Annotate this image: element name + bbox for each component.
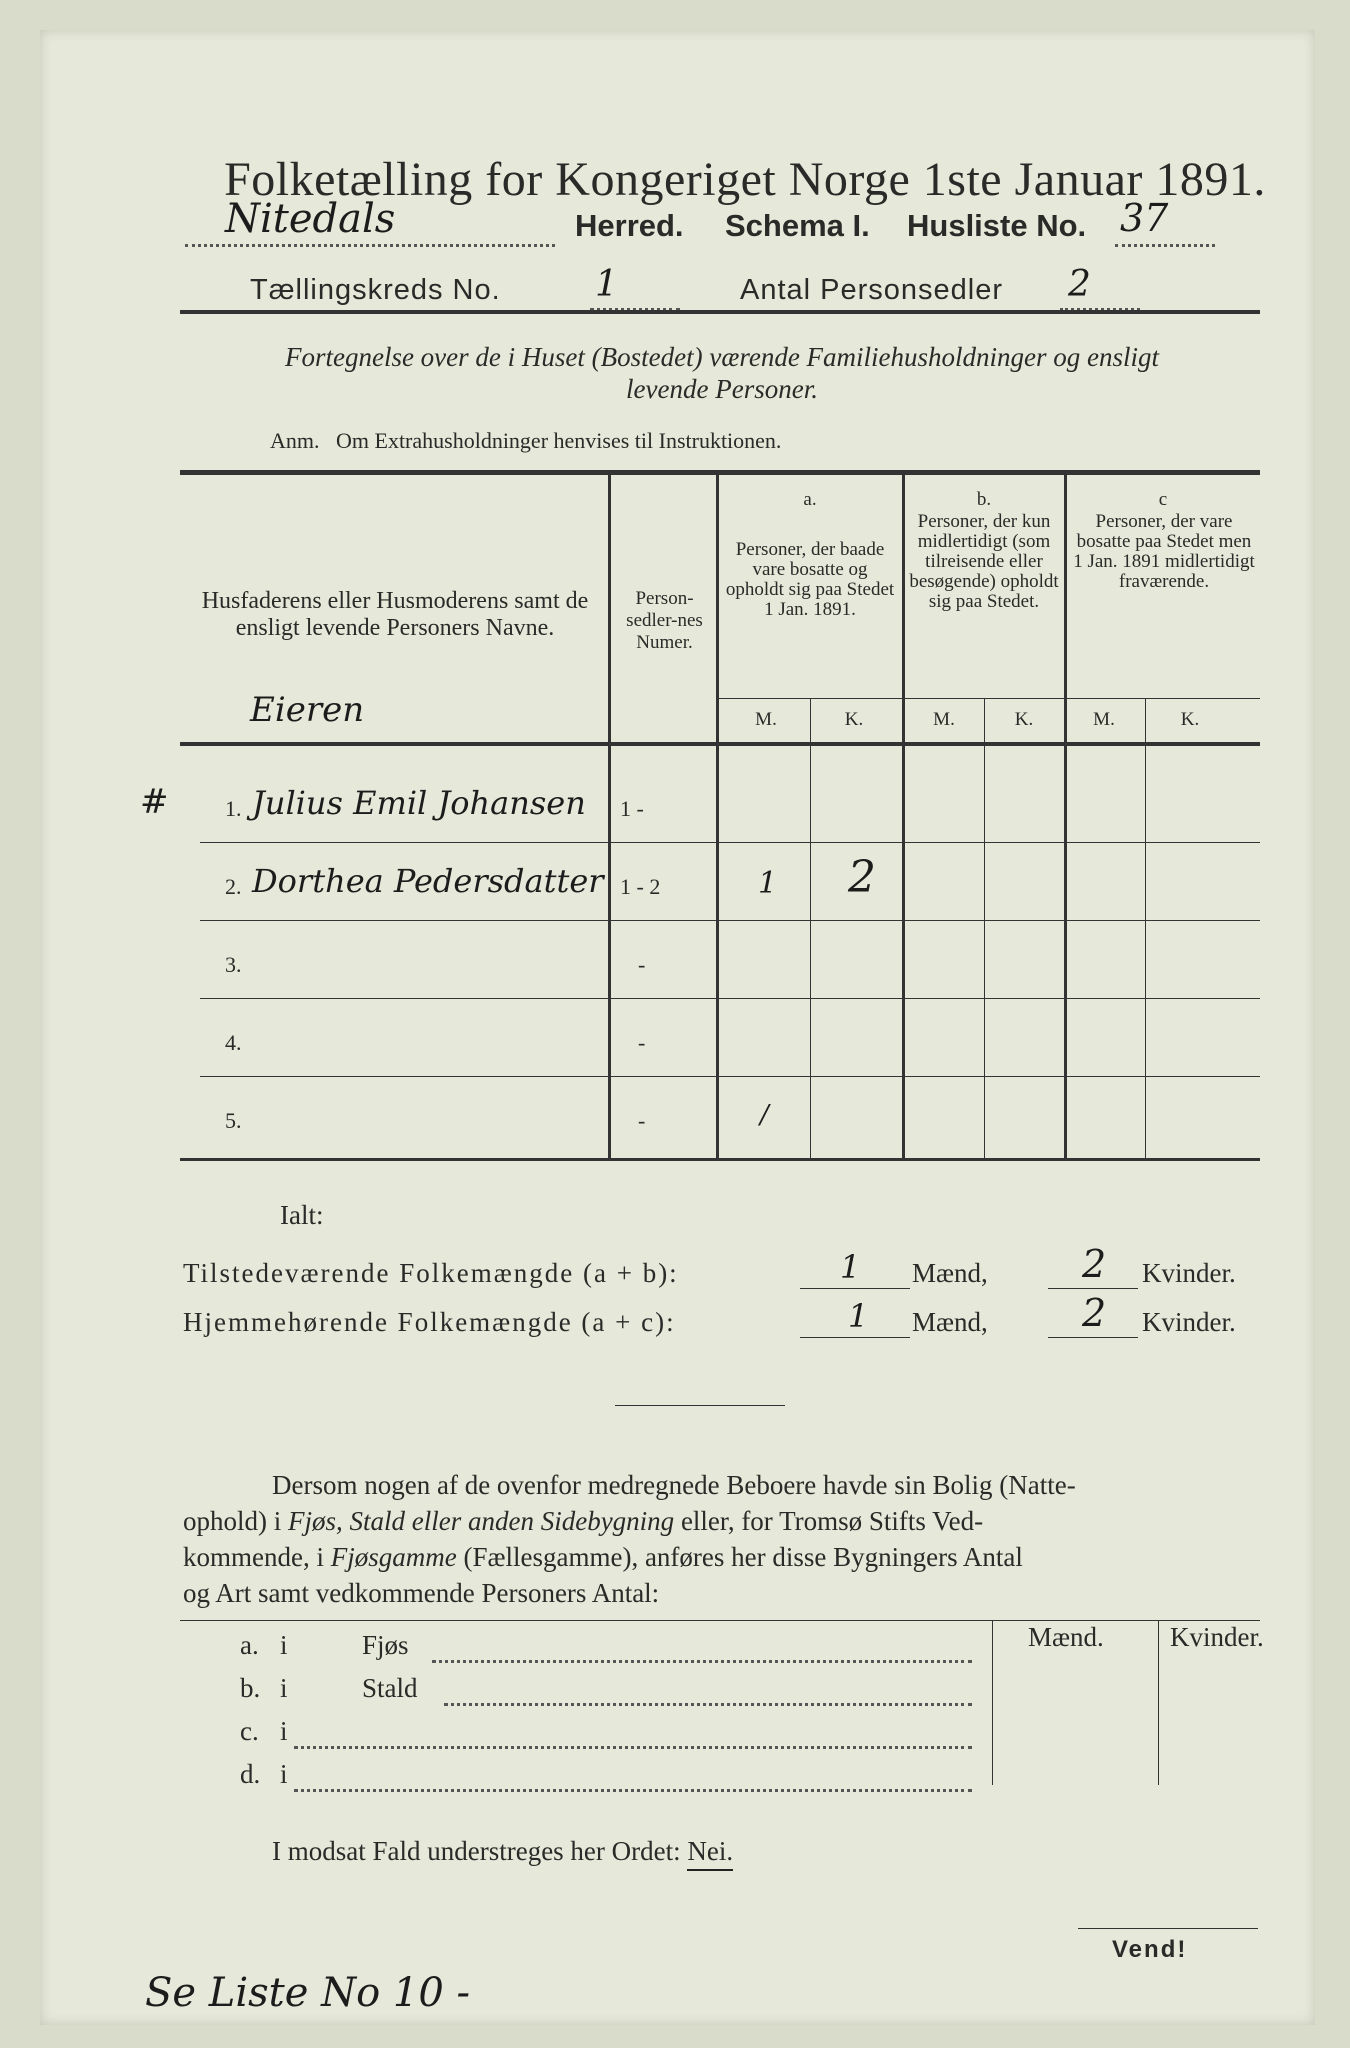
- short-divider: [615, 1405, 785, 1406]
- c-m-label: M.: [1093, 709, 1115, 730]
- bolig-item: [232, 1630, 982, 1670]
- table-bottom-rule: [180, 1158, 1260, 1161]
- table-top-rule: [180, 470, 1260, 475]
- row-sedler: -: [638, 1108, 646, 1133]
- bolig-para-line-3: [183, 1542, 1023, 1573]
- col-a-header: Personer, der baade vare bosatte og opholdt sig paa Stedet 1 Jan. 1891.: [725, 539, 895, 620]
- husliste-value: 37: [1120, 196, 1169, 240]
- bolig-item-name: Fjøs: [362, 1630, 409, 1660]
- tilstede-k-rule: [1048, 1288, 1138, 1289]
- herred-value: Nitedals: [225, 196, 396, 242]
- a-k-label: K.: [844, 709, 864, 730]
- bolig-col-divider-1: [992, 1620, 993, 1785]
- modsat-label: I modsat Fald understreges her Ordet:: [272, 1836, 681, 1866]
- margin-mark: #: [140, 782, 169, 822]
- hjemme-k: 2: [1082, 1291, 1107, 1335]
- hjemme-maend: Mænd,: [912, 1307, 988, 1337]
- table-row: [180, 1004, 1260, 1082]
- herred-line: [185, 196, 1285, 252]
- b-m-label: M.: [933, 709, 955, 730]
- bolig-text-a: ophold) i: [183, 1506, 288, 1536]
- hjemme-m: 1: [848, 1297, 869, 1335]
- handwritten-note: Se Liste No 10 -: [145, 1970, 471, 2016]
- ialt-label: Ialt:: [280, 1200, 324, 1230]
- schema-label: Schema I.: [725, 208, 870, 243]
- husliste-label: Husliste No.: [907, 208, 1087, 243]
- kreds-value: 1: [595, 264, 618, 305]
- bolig-item-letter: c.: [240, 1716, 259, 1746]
- row-name: Julius Emil Johansen: [252, 784, 586, 822]
- bolig-item-letter: b.: [240, 1673, 261, 1703]
- tilstede-kvinder: Kvinder.: [1142, 1258, 1236, 1288]
- row-number: 2.: [225, 874, 242, 899]
- vend-rule: [1078, 1928, 1258, 1929]
- bolig-item: [232, 1673, 982, 1713]
- bolig-item-prep: i: [280, 1759, 288, 1789]
- antal-label: Antal Personsedler: [740, 274, 1004, 306]
- row-name: Dorthea Pedersdatter: [252, 862, 604, 900]
- bolig-para-line-4: og Art samt vedkommende Personers Antal:: [183, 1578, 660, 1608]
- row-rule: [200, 842, 1260, 843]
- a-m-label: M.: [755, 709, 777, 730]
- row-number: 5.: [225, 1108, 242, 1133]
- census-form-page: [40, 30, 1315, 2025]
- table-row: [180, 848, 1260, 926]
- bolig-text-b: Fjøsgamme: [330, 1542, 457, 1572]
- modsat-word: Nei.: [687, 1836, 733, 1871]
- bolig-col-divider-2: [1158, 1620, 1159, 1785]
- bolig-item-letter: a.: [240, 1630, 259, 1660]
- table-row: [180, 926, 1260, 1004]
- tilstede-m: 1: [840, 1248, 861, 1286]
- col-b-letter: b.: [976, 489, 992, 510]
- col-c-header: Personer, der vare bosatte paa Stedet men 1 Jan. 1891 midlertidigt fraværende.: [1073, 511, 1255, 592]
- table-row: [180, 1082, 1260, 1160]
- intro-line-1: Fortegnelse over de i Huset (Bostedet) værende Familiehusholdninger og ensligt: [284, 342, 1160, 372]
- bolig-para-line-2: [183, 1506, 983, 1537]
- row-sedler: 1 -: [620, 796, 644, 821]
- bolig-text-a: kommende, i: [183, 1542, 331, 1572]
- row-a-m: /: [760, 1100, 769, 1130]
- tilstede-label: Tilstedeværende Folkemængde (a + b):: [183, 1258, 679, 1288]
- header-divider: [180, 310, 1260, 314]
- row-number: 4.: [225, 1030, 242, 1055]
- mk-top-rule: [716, 698, 1260, 699]
- row-number: 1.: [225, 796, 242, 821]
- hjemme-k-rule: [1048, 1337, 1138, 1338]
- anm-note: Anm. Om Extrahusholdninger henvises til Instruktionen.: [270, 428, 782, 453]
- bolig-maend-header: Mænd.: [1028, 1622, 1104, 1652]
- bolig-item: [232, 1716, 982, 1756]
- hjemme-kvinder: Kvinder.: [1142, 1307, 1236, 1337]
- row-a-m: 1: [758, 866, 778, 901]
- bolig-item-name: Stald: [362, 1673, 418, 1703]
- header-bottom-rule: [180, 742, 1260, 746]
- bolig-item: [232, 1759, 982, 1799]
- kreds-label: Tællingskreds No.: [250, 274, 501, 306]
- col-b-header: Personer, der kun midlertidigt (som tilreisende eller besøgende) opholdt sig paa Stedet.: [909, 511, 1059, 612]
- row-sedler: 1 - 2: [620, 874, 661, 899]
- col-c-letter: c: [1158, 489, 1168, 510]
- row-number: 3.: [225, 952, 242, 977]
- table-row: [180, 770, 1260, 848]
- modsat-line: [272, 1836, 733, 1867]
- bolig-item-prep: i: [280, 1716, 288, 1746]
- row-sedler: -: [638, 952, 646, 977]
- bolig-text-b: Fjøs, Stald eller anden Sidebygning: [288, 1506, 675, 1536]
- name-col-handwritten: Eieren: [250, 690, 365, 730]
- tilstede-m-rule: [800, 1288, 910, 1289]
- form-title: Folketælling for Kongeriget Norge 1ste Januar 1891.: [224, 153, 1266, 206]
- c-k-label: K.: [1180, 709, 1200, 730]
- bolig-kvinder-header: Kvinder.: [1170, 1622, 1264, 1652]
- tilstede-maend: Mænd,: [912, 1258, 988, 1288]
- bolig-item-prep: i: [280, 1673, 288, 1703]
- name-col-header: Husfaderens eller Husmoderens samt de ensligt levende Personers Navne.: [201, 588, 589, 641]
- row-rule: [200, 998, 1260, 999]
- bolig-para-line-1: Dersom nogen af de ovenfor medregnede Beboere havde sin Bolig (Natte-: [272, 1470, 1076, 1500]
- bolig-item-prep: i: [280, 1630, 288, 1660]
- b-k-label: K.: [1014, 709, 1034, 730]
- bolig-top-rule: [180, 1620, 1260, 1621]
- row-sedler: -: [638, 1030, 646, 1055]
- hjemme-label: Hjemmehørende Folkemængde (a + c):: [183, 1307, 676, 1337]
- antal-value: 2: [1068, 264, 1091, 305]
- herred-label: Herred.: [575, 208, 684, 243]
- vend-label: Vend!: [1112, 1936, 1188, 1963]
- hjemme-m-rule: [800, 1337, 910, 1338]
- row-rule: [200, 1076, 1260, 1077]
- col-a-letter: a.: [803, 489, 817, 510]
- row-a-k: 2: [848, 852, 876, 903]
- bolig-text-c: eller, for Tromsø Stifts Ved-: [674, 1506, 984, 1536]
- tilstede-k: 2: [1082, 1242, 1107, 1286]
- row-rule: [200, 920, 1260, 921]
- num-col-header: Person-sedler-nes Numer.: [626, 588, 703, 653]
- bolig-text-c: (Fællesgamme), anføres her disse Bygningers Antal: [456, 1542, 1023, 1572]
- bolig-item-letter: d.: [240, 1759, 261, 1789]
- intro-line-2: levende Personer.: [626, 374, 818, 404]
